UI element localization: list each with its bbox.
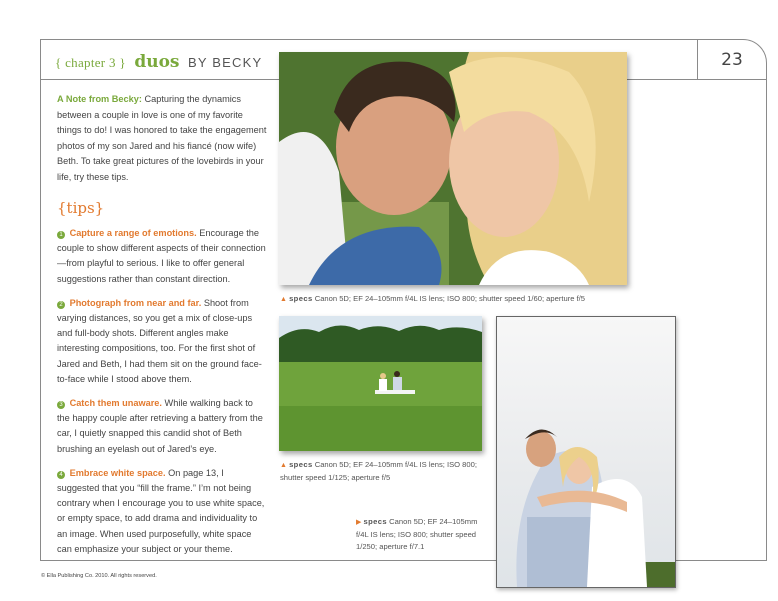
tip-item [57,296,267,387]
intro-lead: A Note from Becky: [57,94,142,104]
copyright-notice: © Ella Publishing Co. 2010. All rights reserved. [41,573,157,579]
tip-number-badge: 4 [57,471,65,479]
tip-body: Shoot from varying distances, so you get a mix of close-ups and full-body shots. Different angles make interesting compositions, too. For the first shot of Jared and Beth, I had them sit on the ground face-to-face while I stood above them. [57,297,262,384]
tip-body: Encourage the couple to show different aspects of their connection—from playful to serious. I like to offer general suggestions rather than constant direction. [57,228,266,284]
couple-closeup-illustration [279,52,627,285]
caption-specs-label: specs [289,294,313,303]
chapter-title: duos [134,52,180,72]
caption-text: Canon 5D; EF 24–105mm f/4L IS lens; ISO 800; shutter speed 1/250; aperture f/7.1 [356,517,478,551]
tip-item [57,396,267,457]
photo-caption-hug [356,516,490,553]
couple-field-photo [279,316,482,451]
tip-number-badge: 3 [57,401,65,409]
tip-body: While walking back to the happy couple after retrieving a battery from the car, I quietly snapped this candid shot of Beth brushing an eyelash out of Jared’s eye. [57,398,263,454]
caption-text: Canon 5D; EF 24–105mm f/4L IS lens; ISO 800; shutter speed 1/60; aperture f/5 [312,294,586,303]
tip-title: Catch them unaware. [69,398,162,409]
tip-title: Embrace white space. [69,467,166,478]
caption-text: Canon 5D; EF 24–105mm f/4L IS lens; ISO 800; shutter speed 1/125; aperture f/5 [280,460,477,482]
caption-arrow-icon: ▶ [356,519,362,526]
caption-specs-label: specs [289,460,313,469]
chapter-header [55,52,262,74]
tip-number-badge: 1 [57,231,65,239]
caption-arrow-icon: ▲ [280,296,287,303]
couple-hug-photo [496,316,676,588]
caption-arrow-icon: ▲ [280,462,287,469]
couple-closeup-photo [279,52,627,285]
tips-heading: {tips} [57,199,105,217]
photo-caption-field [280,459,480,484]
caption-specs-label: specs [363,517,388,526]
byline: BY BECKY [187,55,263,70]
intro-body: Capturing the dynamics between a couple in love is one of my favorite things to do! I was honored to take the engagement photos of my son Jared and his fiancé (now wife) Beth. To take great pictures of the lovebirds in your life, try these tips. [57,94,267,182]
page-number: 23 [721,50,743,70]
tip-title: Photograph from near and far. [69,297,202,308]
tip-item [57,466,267,557]
intro-paragraph [57,92,267,185]
text-column [57,92,267,557]
field-illustration [279,316,482,451]
hug-illustration [497,317,675,587]
tip-item [57,226,267,287]
tip-number-badge: 2 [57,301,65,309]
chapter-label: { chapter 3 } [55,55,126,70]
photo-caption-main [280,293,660,306]
tip-body: On page 13, I suggested that you “fill the frame.” I’m not being contrary when I encourage you to use white space, or empty space, to add drama and individuality to an image. When used purposefully, white space can emphasize your subject or your theme. [57,467,265,554]
tip-title: Capture a range of emotions. [69,228,197,238]
